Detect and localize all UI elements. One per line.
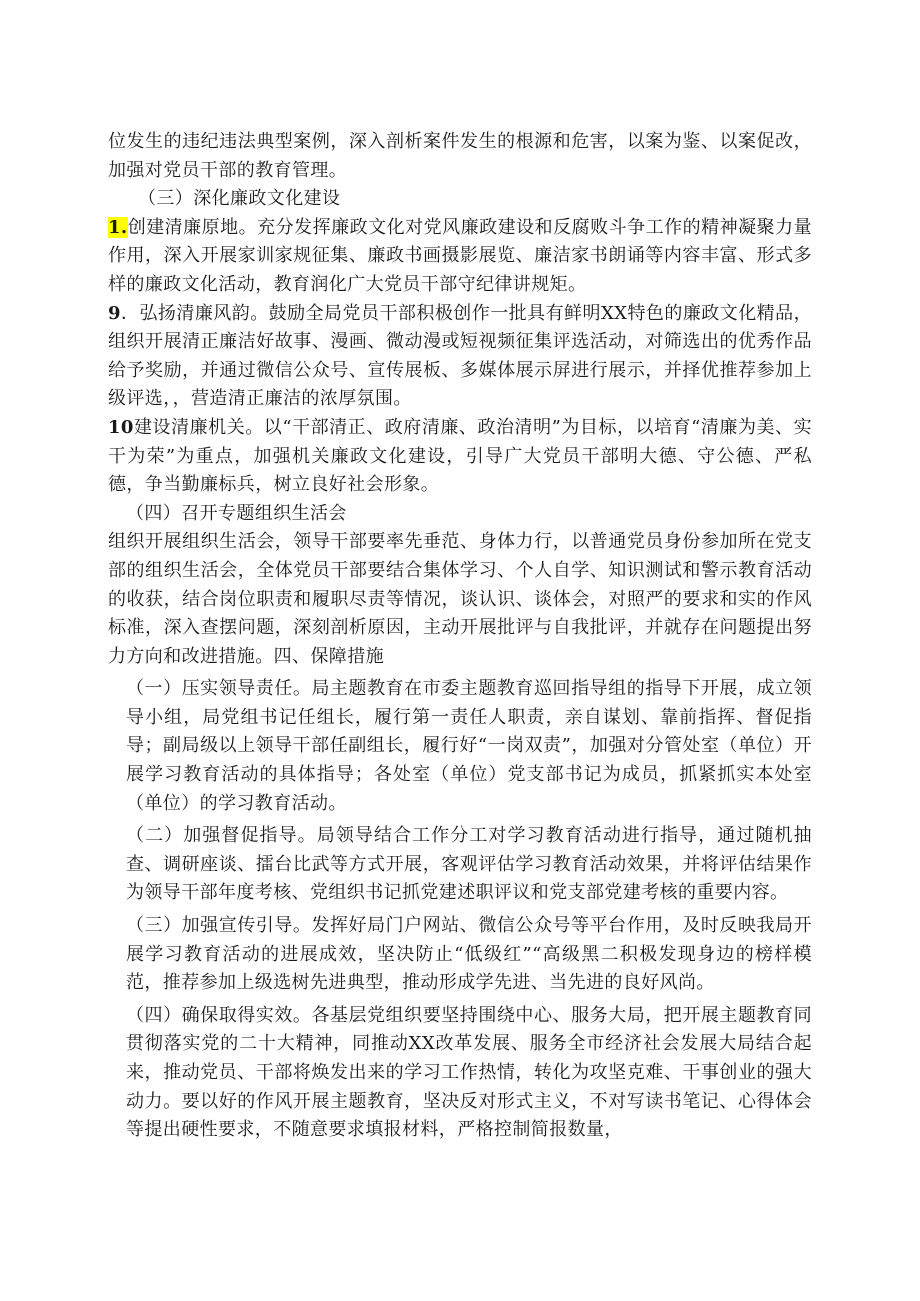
item-9-text: ．弘扬清廉风韵。鼓励全局党员干部积极创作一批具有鲜明XX特色的廉政文化精品，组织开展清正廉洁好故事、漫画、微动漫或短视频征集评选活动，对筛选出的优秀作品给予奖励，并通过微信公众号、宣传展板、多媒体展示屏进行展示，并择优推荐参加上级评选，，营造清正廉洁的浓厚氛围。 [108, 302, 812, 410]
item-9-number: 9 [108, 302, 121, 324]
item-9-paragraph [108, 300, 812, 414]
document-body [108, 128, 812, 1145]
section-heading-culture: （三）深化廉政文化建设 [138, 188, 341, 210]
item-1-number: 1. [108, 216, 128, 238]
item-10-paragraph [108, 414, 812, 500]
item-1-paragraph [108, 214, 812, 300]
paragraph-guarantee-4: （四）确保取得实效。各基层党组织要坚持围绕中心、服务大局，把开展主题教育同贯彻落实党的二十大精神，同推动XX改革发展、服务全市经济社会发展大局结合起来，推动党员、干部将焕发出来的学习工作热情，转化为攻坚克难、干事创业的强大动力。要以好的作风开展主题教育，坚决反对形式主义，不对写读书笔记、心得体会等提出硬性要求，不随意要求填报材料，严格控制简报数量， [126, 1004, 812, 1141]
item-10-number: 10 [108, 416, 134, 438]
section-heading-life-meeting: （四）召开专题组织生活会 [126, 502, 347, 524]
paragraph-life-meeting: 组织开展组织生活会，领导干部要率先垂范、身体力行，以普通党员身份参加所在党支部的组织生活会，全体党员干部要结合集体学习、个人自学、知识测试和警示教育活动的收获，结合岗位职责和履职尽责等情况，谈认识、谈体会，对照严的要求和实的作风标准，深入查摆问题，深刻剖析原因，主动开展批评与自我批评，并就存在问题提出努力方向和改进措施。四、保障措施 [108, 531, 812, 667]
paragraph-guarantee-2: （二）加强督促指导。局领导结合工作分工对学习教育活动进行指导，通过随机抽查、调研座谈、擂台比武等方式开展，客观评估学习教育活动效果，并将评估结果作为领导干部年度考核、党组织书记抓党建述职评议和党支部党建考核的重要内容。 [126, 825, 812, 904]
paragraph-guarantee-1: （一）压实领导责任。局主题教育在市委主题教育巡回指导组的指导下开展，成立领导小组，局党组书记任组长，履行第一责任人职责，亲自谋划、靠前指挥、督促指导；副局级以上领导干部任副组长，履行好“一岗双责”，加强对分管处室（单位）开展学习教育活动的具体指导；各处室（单位）党支部书记为成员，抓紧抓实本处室（单位）的学习教育活动。 [126, 678, 812, 814]
item-1-text: 创建清廉原地。充分发挥廉政文化对党风廉政建设和反腐败斗争工作的精神凝聚力量作用，深入开展家训家规征集、廉政书画摄影展览、廉洁家书朗诵等内容丰富、形式多样的廉政文化活动，教育润化广大党员干部守纪律讲规矩。 [108, 216, 812, 295]
paragraph-case-study: 位发生的违纪违法典型案例，深入剖析案件发生的根源和危害，以案为鉴、以案促改，加强对党员干部的教育管理。 [108, 131, 812, 181]
item-10-text: 建设清廉机关。以“干部清正、政府清廉、政治清明”为目标，以培育“清廉为美、实干为荣”为重点，加强机关廉政文化建设，引导广大党员干部明大德、守公德、严私德，争当勤廉标兵，树立良好社会形象。 [108, 416, 812, 496]
paragraph-guarantee-3: （三）加强宣传引导。发挥好局门户网站、微信公众号等平台作用，及时反映我局开展学习教育活动的进展成效，坚决防止“低级红”“高级黑二积极发现身边的榜样模范，推荐参加上级选树先进典型，推动形成学先进、当先进的良好风尚。 [126, 915, 812, 994]
